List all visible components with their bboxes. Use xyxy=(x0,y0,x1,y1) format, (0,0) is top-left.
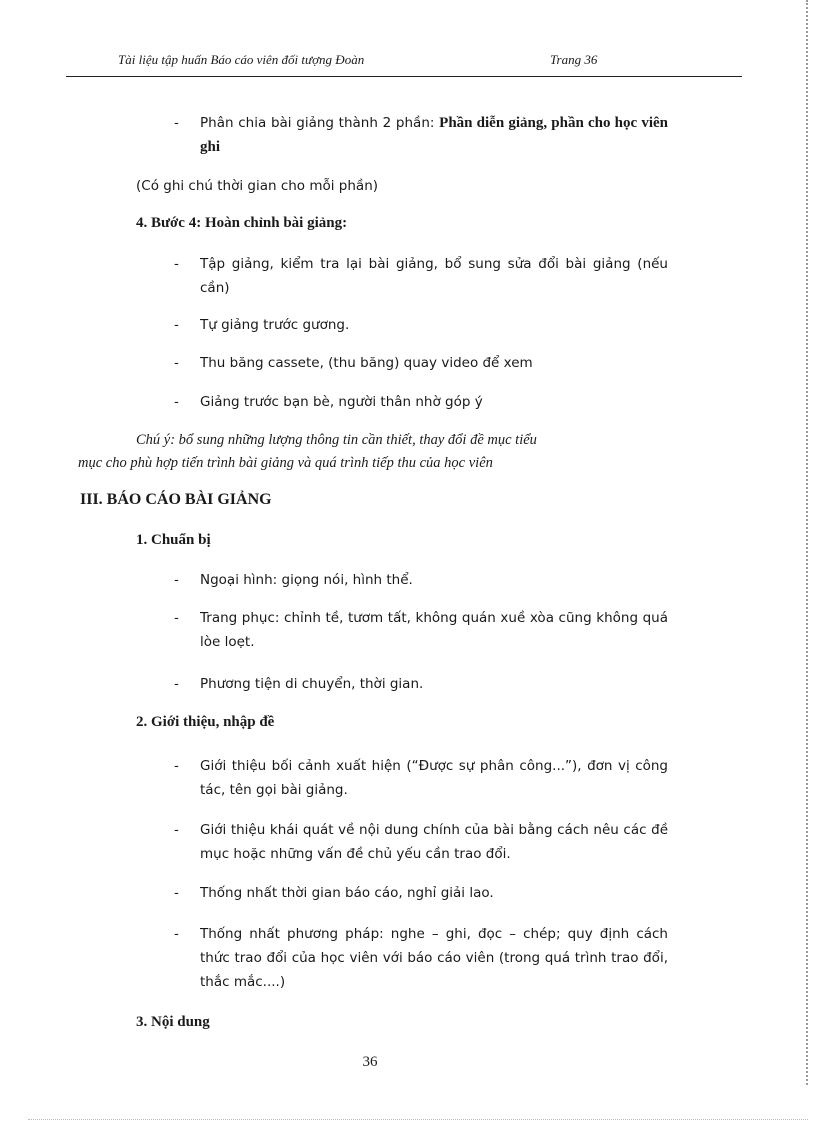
bullet-text: Thống nhất phương pháp: nghe – ghi, đọc – chép; quy định cách thức trao đổi của học viên với báo cáo viên (trong quá trình trao đổi, thắc mắc....) xyxy=(200,926,668,990)
subsection-1-heading: 1. Chuẩn bị xyxy=(136,532,211,548)
header-title: Tài liệu tập huấn Báo cáo viên đối tượng Đoàn xyxy=(118,52,365,67)
bullet-practice xyxy=(174,252,668,300)
bullet-overview xyxy=(174,818,668,866)
bullet-dash: - xyxy=(174,676,179,692)
subsection-3-heading: 3. Nội dung xyxy=(136,1014,210,1030)
bullet-dash: - xyxy=(174,926,179,942)
bullet-text: Trang phục: chỉnh tề, tươm tất, không quán xuề xòa cũng không quá lòe loẹt. xyxy=(200,610,668,650)
note-line-2: mục cho phù hợp tiến trình bài giảng và quá trình tiếp thu của học viên xyxy=(78,455,493,471)
bullet-dash: - xyxy=(174,572,179,588)
bullet-dash: - xyxy=(174,355,179,371)
bullet-introduction xyxy=(174,754,668,802)
note-line-1: Chú ý: bổ sung những lượng thông tin cần thiết, thay đổi đề mục tiểu xyxy=(136,432,537,448)
bullet-dash: - xyxy=(174,610,179,626)
bullet-text: Phân chia bài giảng thành 2 phần: xyxy=(200,115,440,131)
bullet-text: Phương tiện di chuyển, thời gian. xyxy=(200,676,424,692)
bullet-bold-text: Phần diễn giảng, phần cho học viên ghi xyxy=(200,115,668,155)
section-3-heading: III. BÁO CÁO BÀI GIẢNG xyxy=(80,491,272,508)
bullet-lecture-parts xyxy=(174,111,668,159)
bullet-text: Thu băng cassete, (thu băng) quay video để xem xyxy=(200,355,533,371)
bullet-text: Ngoại hình: giọng nói, hình thể. xyxy=(200,572,413,588)
bullet-transport xyxy=(174,672,668,696)
step-4-heading: 4. Bước 4: Hoàn chỉnh bài giảng: xyxy=(136,215,348,231)
bullet-dash: - xyxy=(174,256,179,272)
bullet-text: Tự giảng trước gương. xyxy=(200,317,350,333)
page-header xyxy=(66,50,742,77)
bullet-text: Thống nhất thời gian báo cáo, nghỉ giải lao. xyxy=(200,885,494,901)
time-note: (Có ghi chú thời gian cho mỗi phần) xyxy=(136,178,379,194)
subsection-2-heading: 2. Giới thiệu, nhập đề xyxy=(136,714,275,730)
bullet-friends xyxy=(174,390,668,414)
page-number: 36 xyxy=(362,1054,378,1070)
bullet-text: Giới thiệu bối cảnh xuất hiện (“Được sự phân công...”), đơn vị công tác, tên gọi bài giảng. xyxy=(200,758,668,798)
header-page-label: Trang 36 xyxy=(550,52,598,67)
bullet-mirror xyxy=(174,313,668,337)
bullet-dash: - xyxy=(174,822,179,838)
bullet-schedule xyxy=(174,881,668,905)
bullet-text: Tập giảng, kiểm tra lại bài giảng, bổ sung sửa đổi bài giảng (nếu cần) xyxy=(200,256,668,296)
bullet-dash: - xyxy=(174,115,179,131)
bullet-method xyxy=(174,922,668,994)
page-bottom-border xyxy=(28,1119,808,1121)
bullet-dash: - xyxy=(174,885,179,901)
bullet-dash: - xyxy=(174,394,179,410)
page-right-border xyxy=(806,0,810,1085)
bullet-text: Giảng trước bạn bè, người thân nhờ góp ý xyxy=(200,394,483,410)
bullet-appearance xyxy=(174,568,668,592)
bullet-dash: - xyxy=(174,317,179,333)
bullet-dash: - xyxy=(174,758,179,774)
bullet-record xyxy=(174,351,668,375)
bullet-clothing xyxy=(174,606,668,654)
bullet-text: Giới thiệu khái quát về nội dung chính của bài bằng cách nêu các đề mục hoặc những vấn đề chủ yếu cần trao đổi. xyxy=(200,822,668,862)
